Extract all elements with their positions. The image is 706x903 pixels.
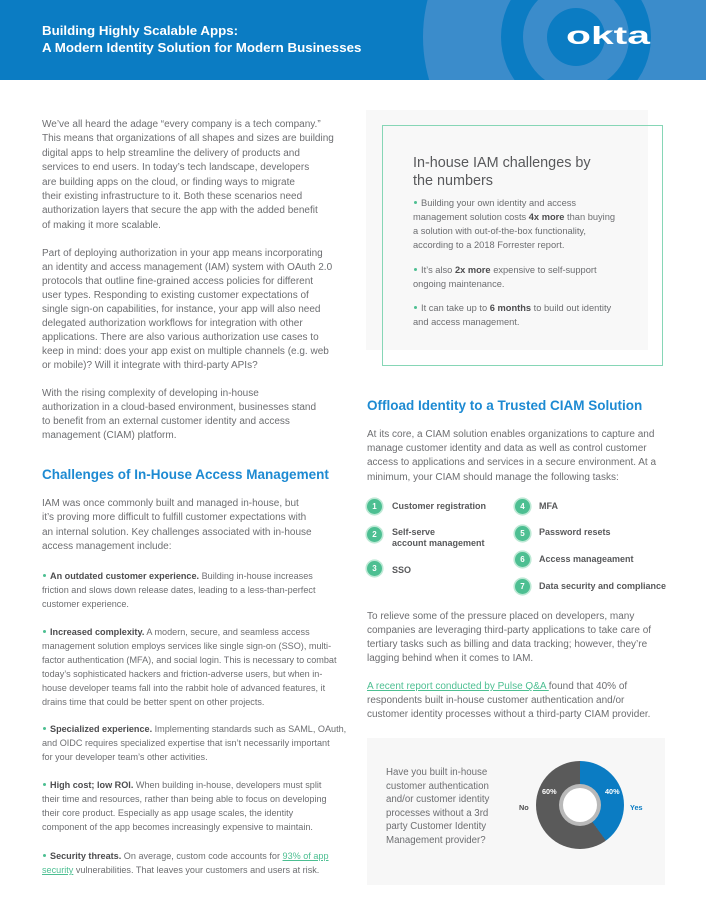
text-line: services to end users. In today’s tech landscape, developers: [42, 162, 310, 174]
task-customer-registration: Customer registration: [392, 501, 487, 511]
document-title-line1: Building Highly Scalable Apps:: [42, 23, 239, 38]
text-line: IAM was once commonly built and managed in-house, but: [42, 498, 299, 509]
pulse-report-link[interactable]: A recent report conducted by Pulse Q&A: [367, 681, 549, 692]
bullet-line: factor authentication (MFA), and social login. This is necessary to combat: [42, 655, 337, 665]
challenge-bullet-increased-complexity: [42, 625, 337, 709]
no-legend-label: No: [519, 803, 529, 812]
bullet-icon: [43, 854, 46, 857]
bullet-text: It can take up to: [421, 303, 490, 313]
text-line: management (CIAM) platform.: [42, 430, 177, 441]
bullet-line: friction and slows down release dates, leading to a less-than-perfect: [42, 585, 316, 595]
document-title-line2: A Modern Identity Solution for Modern Businesses: [42, 40, 362, 55]
ciam-intro: [367, 428, 656, 485]
yes-legend-label: Yes: [630, 803, 643, 812]
okta-logo: [566, 18, 656, 52]
text-line: applications. There are also various authorization use cases to: [42, 332, 319, 343]
bullet-line: [42, 778, 327, 792]
bullet-line: for your developer team’s other activities.: [42, 752, 208, 762]
text-line: and/or customer identity: [386, 794, 490, 806]
text-line: authorization layers that secure the app with the added benefit: [42, 205, 318, 217]
callout-heading: [413, 154, 591, 190]
callout-bullet-support: [413, 263, 597, 291]
bullet-line: and OIDC requires specialized expertise that isn’t necessarily important: [42, 738, 330, 748]
bullet-line: according to a 2018 Forrester report.: [413, 240, 565, 250]
bullet-text: management solution costs: [413, 212, 529, 222]
bullet-icon: [43, 727, 46, 730]
task-sso: SSO: [392, 565, 412, 575]
bullet-line: their core product. Especially as app usage scales, the identity: [42, 808, 294, 818]
bullet-line: [413, 210, 615, 224]
task-data-security: Data security and compliance: [539, 581, 667, 591]
bullet-icon: [414, 201, 417, 204]
bullet-icon: [414, 306, 417, 309]
donut-hole: [563, 788, 597, 822]
callout-heading-line: In-house IAM challenges by: [413, 155, 591, 171]
bullet-line: [42, 849, 329, 863]
text-line: access management include:: [42, 541, 172, 553]
report-text: found that 40% of: [548, 681, 628, 692]
bullet-icon: [43, 783, 46, 786]
text-line: digital apps to help streamline the delivery of products and: [42, 147, 300, 159]
text-line: access to applications and services in a secure environment. At a: [367, 457, 657, 469]
challenges-heading: Challenges of In-House Access Management: [42, 467, 329, 482]
text-line: party Customer Identity: [386, 821, 487, 833]
text-line: tertiary tasks such as billing and data tracking; however, they’re: [367, 639, 648, 650]
bullet-line: component of the app becomes increasingly expensive to maintain.: [42, 822, 313, 832]
bullet-line: ongoing maintenance.: [413, 279, 505, 289]
report-line: [367, 680, 650, 694]
bullet-text: expensive to self-support: [490, 265, 597, 275]
text-line: We’ve all heard the adage “every company is a tech company.”: [42, 119, 321, 130]
text-line: an identity and access management (IAM) system with OAuth 2.0: [42, 262, 333, 273]
bullet-line: customer experience.: [42, 599, 129, 609]
callout-bullet-cost: [413, 196, 615, 252]
intro-paragraph-1: [42, 118, 334, 233]
step-number-icon: 5: [515, 526, 530, 541]
bullet-line: [42, 863, 329, 877]
bullet-line: drains time that could be better spent on other projects.: [42, 697, 265, 707]
bullet-text: to build out identity: [531, 303, 612, 313]
text-line: This means that organizations of all shapes and sizes are building: [42, 133, 334, 145]
bullet-text: Building in-house increases: [199, 571, 313, 581]
report-paragraph: [367, 680, 650, 722]
text-line: processes without a 3rd: [386, 807, 489, 819]
text-line: customer authentication: [386, 780, 489, 792]
no-percent-label: 60%: [542, 787, 557, 796]
bullet-lead: Increased complexity.: [50, 627, 145, 637]
challenges-intro: [42, 497, 312, 555]
yes-percent-label: 40%: [605, 787, 620, 796]
okta-logo-text: okta: [566, 22, 652, 50]
text-line: single sign-on capabilities, for instance, your app will also need: [42, 304, 321, 315]
intro-paragraph-2: [42, 247, 332, 373]
relieve-paragraph: [367, 610, 651, 666]
report-line: respondents built in-house customer authentication and/or: [367, 695, 625, 706]
text-line: companies are leveraging third-party applications to take care of: [367, 625, 652, 636]
bullet-icon: [43, 630, 46, 633]
intro-paragraph-3: [42, 387, 316, 443]
text-line: or mobile)? Will it integrate with third-party APIs?: [42, 360, 258, 371]
bullet-text: Building your own identity and access: [421, 198, 577, 208]
bullet-line: [413, 301, 611, 315]
bullet-text: When building in-house, developers must split: [133, 780, 322, 790]
bullet-text: A modern, secure, and seamless access: [144, 627, 310, 637]
text-line: To relieve some of the pressure placed on developers, many: [367, 611, 635, 622]
bullet-line: management solution employs services like single sign-on (SSO), multi-: [42, 641, 332, 651]
bullet-line: [42, 722, 346, 736]
bullet-line: [413, 196, 615, 210]
step-number-icon: 1: [367, 499, 382, 514]
bullet-line: [42, 569, 315, 583]
text-line: of making it more scalable.: [42, 219, 161, 231]
bullet-text: Implementing standards such as SAML, OAuth,: [152, 724, 347, 734]
step-number-icon: 7: [515, 579, 530, 594]
header-banner: [0, 0, 706, 80]
challenge-bullet-security-threats: [42, 849, 329, 877]
survey-question: [386, 766, 489, 848]
text-line: protocols that outline fine-grained access policies for different: [42, 276, 314, 287]
bullet-line: and access management.: [413, 317, 520, 327]
bullet-text: It’s also: [421, 265, 455, 275]
text-line: an internal solution. Key challenges associated with in-house: [42, 526, 312, 538]
text-line: keep in mind: does your app exist on multiple channels (e.g. web: [42, 346, 329, 357]
bullet-line: [42, 625, 337, 639]
text-line: to benefit from an external customer identity and access: [42, 416, 290, 427]
bullet-lead: Specialized experience.: [50, 724, 153, 734]
challenge-bullet-outdated-experience: [42, 569, 315, 611]
text-line: delegated authorization workflows for integration with other: [42, 318, 303, 329]
task-mfa: MFA: [539, 501, 558, 511]
bullet-line: a solution with out-of-the-box functionality,: [413, 226, 586, 236]
challenge-bullet-specialized-experience: [42, 722, 346, 764]
text-line: Part of deploying authorization in your app means incorporating: [42, 248, 323, 259]
task-password-resets: Password resets: [539, 527, 611, 537]
step-number-icon: 3: [367, 561, 382, 576]
bullet-text: vulnerabilities. That leaves your customers and users at risk.: [73, 865, 320, 875]
bullet-lead: An outdated customer experience.: [50, 571, 200, 581]
bullet-lead: Security threats.: [50, 851, 122, 861]
challenge-bullet-high-cost: [42, 778, 327, 834]
bullet-stat: 6 months: [489, 303, 532, 313]
app-security-stat-link[interactable]: 93% of app: [282, 851, 329, 861]
step-number-icon: 2: [367, 527, 382, 542]
text-line: Have you built in-house: [386, 767, 488, 778]
bullet-stat: 4x more: [528, 212, 565, 222]
text-line: At its core, a CIAM solution enables organizations to capture and: [367, 429, 655, 440]
task-label-line: account management: [392, 538, 485, 548]
bullet-stat: 2x more: [454, 265, 491, 275]
task-self-serve: [392, 527, 485, 549]
callout-bullet-time: [413, 301, 611, 329]
task-access-management: Access manageament: [539, 554, 634, 564]
bullet-line: [413, 263, 597, 277]
bullet-lead: High cost; low ROI.: [50, 780, 134, 790]
bullet-line: today’s sophisticated hackers and friction-adverse users, but when in-: [42, 669, 323, 679]
bullet-line: house developer teams fall into the rabbit hole of advanced features, it: [42, 683, 326, 693]
bullet-icon: [43, 574, 46, 577]
ciam-heading: Offload Identity to a Trusted CIAM Solution: [367, 398, 643, 413]
text-line: minimum, your CIAM should manage the following tasks:: [367, 471, 619, 483]
step-number-icon: 4: [515, 499, 530, 514]
bullet-line: their time and resources, rather than being able to focus on developing: [42, 794, 327, 804]
bullet-text: On average, custom code accounts for: [121, 851, 283, 861]
text-line: Management provider?: [386, 834, 486, 846]
callout-heading-line: the numbers: [413, 173, 493, 189]
task-label-line: Self-serve: [392, 527, 436, 537]
text-line: With the rising complexity of developing in-house: [42, 388, 259, 399]
bullet-icon: [414, 268, 417, 271]
text-line: it’s proving more difficult to fulfill customer expectations with: [42, 512, 307, 524]
bullet-text: than buying: [564, 212, 616, 222]
text-line: are building apps on the cloud, or finding ways to migrate: [42, 176, 295, 188]
text-line: user types. Responding to existing customer expectations of: [42, 290, 309, 301]
app-security-stat-link-continued[interactable]: security: [42, 865, 74, 875]
text-line: lagging behind when it comes to IAM.: [367, 653, 534, 664]
text-line: their existing infrastructure to it. Both these scenarios need: [42, 191, 303, 203]
report-line: customer identity processes without a third-party CIAM provider.: [367, 709, 651, 720]
step-number-icon: 6: [515, 552, 530, 567]
text-line: authorization in a cloud-based environment, businesses stand: [42, 402, 317, 413]
text-line: manage customer identity and data as well as control customer: [367, 443, 647, 455]
